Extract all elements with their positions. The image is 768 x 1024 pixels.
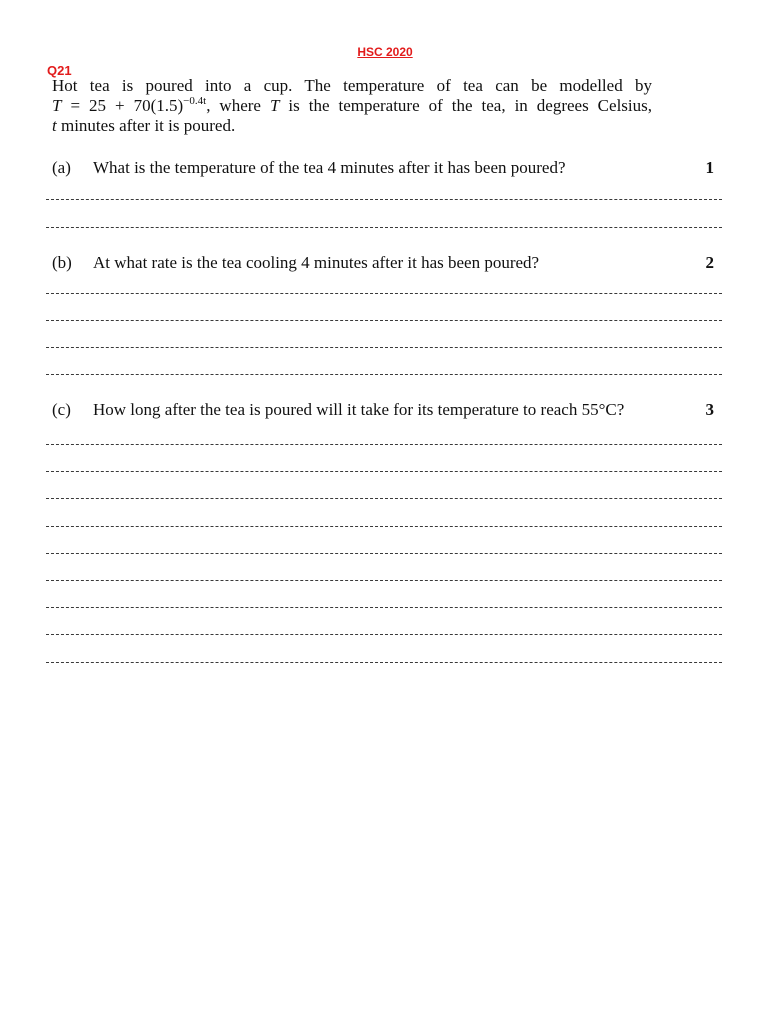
answer-line[interactable] xyxy=(46,607,722,608)
answer-line[interactable] xyxy=(46,199,722,200)
formula-exponent: −0.4t xyxy=(183,95,207,107)
answer-line[interactable] xyxy=(46,498,722,499)
part-label: (b) xyxy=(52,253,72,272)
part-marks: 1 xyxy=(705,158,714,177)
variable-T: T xyxy=(269,96,280,115)
answer-line[interactable] xyxy=(46,471,722,472)
part-label: (c) xyxy=(52,400,71,419)
answer-line[interactable] xyxy=(46,634,722,635)
stem-line-1: Hot tea is poured into a cup. The temperature of tea can be modelled by xyxy=(52,76,652,95)
part-marks: 3 xyxy=(705,400,714,419)
stem-line-2 xyxy=(52,96,652,116)
answer-line[interactable] xyxy=(46,580,722,581)
question-number: Q21 xyxy=(47,63,72,78)
answer-line[interactable] xyxy=(46,347,722,348)
answer-line[interactable] xyxy=(46,320,722,321)
part-question: What is the temperature of the tea 4 minutes after it has been poured? xyxy=(93,158,566,177)
answer-line[interactable] xyxy=(46,293,722,294)
stem-text: is the temperature of the tea, in degrees Celsius, xyxy=(279,96,652,115)
part-question: At what rate is the tea cooling 4 minutes after it has been poured? xyxy=(93,253,540,272)
part-label: (a) xyxy=(52,158,71,177)
variable-T: T xyxy=(52,96,62,115)
page-heading xyxy=(0,45,768,59)
heading-title: HSC 2020 xyxy=(357,45,413,59)
question-stem xyxy=(52,76,652,136)
stem-line-3 xyxy=(52,116,652,136)
answer-line[interactable] xyxy=(46,553,722,554)
stem-text: minutes after it is poured. xyxy=(56,116,236,135)
formula: = 25 + 70(1.5) xyxy=(61,96,184,115)
answer-line[interactable] xyxy=(46,526,722,527)
part-question: How long after the tea is poured will it take for its temperature to reach 55°C? xyxy=(93,400,625,419)
answer-line[interactable] xyxy=(46,662,722,663)
answer-line[interactable] xyxy=(46,227,722,228)
answer-line[interactable] xyxy=(46,374,722,375)
answer-line[interactable] xyxy=(46,444,722,445)
stem-text: , where xyxy=(206,96,270,115)
part-marks: 2 xyxy=(705,253,714,272)
variable-t: t xyxy=(52,116,57,135)
